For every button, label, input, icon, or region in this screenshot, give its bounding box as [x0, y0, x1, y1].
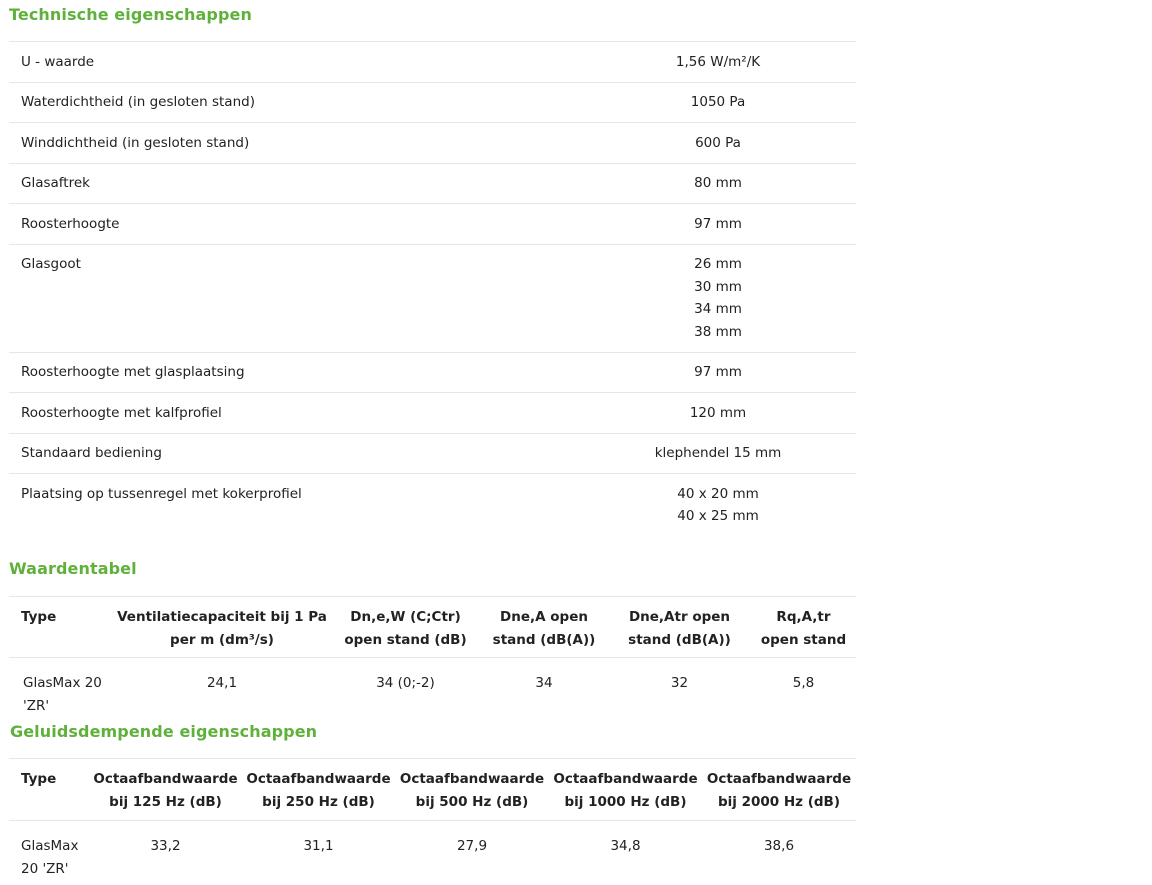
geluid-header-row	[9, 759, 856, 821]
spec-row	[9, 434, 856, 475]
spec-value	[589, 442, 847, 465]
cell-line: 34,8	[610, 838, 641, 854]
geluid-header-cell	[242, 759, 395, 821]
spec-row	[9, 245, 856, 353]
header-line: Dne,A open	[500, 609, 588, 625]
geluid-header-cell	[702, 759, 856, 821]
spec-label: Standaard bediening	[21, 445, 162, 461]
waarden-cell	[331, 658, 480, 718]
cell-line: 34 (0;-2)	[376, 675, 435, 691]
spec-label: Waterdichtheid (in gesloten stand)	[21, 94, 255, 110]
waarden-cell	[608, 658, 751, 718]
cell-line: 24,1	[206, 675, 238, 691]
geluid-cell	[395, 821, 549, 881]
cell-line: 5,8	[792, 675, 815, 691]
spec-label: Roosterhoogte met glasplaatsing	[21, 364, 245, 380]
waarden-header-cell	[331, 597, 480, 658]
header-line: open stand	[760, 631, 847, 648]
spec-label: Winddichtheid (in gesloten stand)	[21, 134, 250, 151]
spec-value-line: klephendel 15 mm	[654, 445, 782, 461]
spec-value-line: 30 mm	[694, 278, 742, 295]
header-line: stand (dB(A))	[492, 631, 596, 648]
header-line: open stand (dB)	[344, 631, 467, 648]
spec-value	[589, 361, 847, 384]
header-line: Octaafbandwaarde	[399, 771, 545, 787]
table-row	[9, 658, 856, 718]
cell-line: GlasMax 20	[23, 675, 102, 691]
geluid-cell	[549, 821, 702, 881]
spec-value-line: 120 mm	[689, 404, 747, 421]
table-row	[9, 821, 856, 881]
header-line: bij 2000 Hz (dB)	[717, 793, 841, 810]
spec-list	[9, 41, 856, 536]
header-line: Octaafbandwaarde	[553, 771, 698, 787]
cell-line: 27,9	[456, 838, 488, 854]
spec-value-line: 97 mm	[694, 215, 742, 232]
geluid-cell	[702, 821, 856, 881]
spec-label: Glasaftrek	[21, 175, 90, 191]
spec-value-line: 1,56 W/m²/K	[675, 53, 761, 70]
spec-value-line: 38 mm	[694, 323, 742, 340]
geluid-cell	[89, 821, 242, 881]
waarden-header-cell	[608, 597, 751, 658]
spec-value-line: 34 mm	[694, 301, 742, 317]
spec-value-line: 40 x 20 mm	[677, 485, 759, 502]
spec-label: Glasgoot	[21, 256, 81, 272]
spec-row	[9, 353, 856, 394]
section-title-technische-eigenschappen: Technische eigenschappen	[9, 5, 252, 24]
spec-row	[9, 123, 856, 164]
header-line: Dne,Atr open	[628, 609, 731, 625]
waarden-header-cell	[480, 597, 608, 658]
waarden-table	[9, 596, 856, 717]
spec-row	[9, 164, 856, 205]
spec-value	[589, 213, 847, 236]
spec-value-line: 40 x 25 mm	[677, 508, 759, 524]
spec-value	[589, 91, 847, 114]
header-line: Octaafbandwaarde	[246, 771, 391, 787]
section-title-waardentabel: Waardentabel	[9, 559, 137, 578]
waarden-header-row	[9, 597, 856, 658]
spec-row	[9, 83, 856, 124]
header-line: bij 250 Hz (dB)	[262, 793, 375, 810]
spec-value	[589, 51, 847, 74]
cell-line: 33,2	[150, 838, 181, 854]
header-line: bij 500 Hz (dB)	[415, 793, 529, 810]
header-line: Dn,e,W (C;Ctr)	[350, 609, 461, 625]
header-line: Octaafbandwaarde	[93, 771, 238, 787]
section-title-geluidsdempende-eigenschappen: Geluidsdempende eigenschappen	[10, 722, 318, 741]
spec-label: Roosterhoogte	[21, 215, 120, 232]
geluid-table	[9, 758, 856, 880]
spec-label: Plaatsing op tussenregel met kokerprofiel	[21, 485, 302, 502]
geluid-header-cell	[89, 759, 242, 821]
header-line: Ventilatiecapaciteit bij 1 Pa	[117, 609, 327, 625]
cell-line: 'ZR'	[23, 697, 50, 714]
spec-label: U - waarde	[21, 53, 95, 70]
header-line: per m (dm³/s)	[170, 631, 274, 648]
spec-row	[9, 393, 856, 434]
waarden-cell	[751, 658, 856, 718]
spec-value	[589, 483, 847, 528]
geluid-header-cell	[549, 759, 702, 821]
cell-line: 38,6	[763, 838, 795, 854]
cell-line: 20 'ZR'	[21, 860, 69, 877]
header-line: Type	[21, 771, 57, 787]
header-line: bij 125 Hz (dB)	[109, 793, 222, 810]
cell-line: 31,1	[303, 838, 334, 854]
geluid-cell	[9, 821, 89, 881]
header-line: Rq,A,tr	[776, 609, 831, 625]
spec-value	[589, 253, 847, 343]
waarden-cell	[9, 658, 113, 718]
header-line: bij 1000 Hz (dB)	[564, 793, 687, 810]
spec-label: Roosterhoogte met kalfprofiel	[21, 404, 222, 421]
waarden-header-cell	[113, 597, 331, 658]
spec-value-line: 26 mm	[694, 256, 742, 272]
spec-row	[9, 204, 856, 245]
header-line: Type	[21, 609, 57, 625]
waarden-cell	[480, 658, 608, 718]
spec-value	[589, 132, 847, 155]
cell-line: 32	[670, 675, 689, 691]
header-line: stand (dB(A))	[628, 631, 731, 648]
spec-value	[589, 402, 847, 425]
waarden-cell	[113, 658, 331, 718]
spec-value	[589, 172, 847, 195]
spec-row	[9, 42, 856, 83]
geluid-header-cell	[9, 759, 89, 821]
waarden-header-cell	[751, 597, 856, 658]
spec-row	[9, 474, 856, 536]
geluid-header-cell	[395, 759, 549, 821]
geluid-cell	[242, 821, 395, 881]
cell-line: GlasMax	[21, 838, 79, 854]
spec-value-line: 80 mm	[694, 175, 742, 191]
spec-value-line: 600 Pa	[695, 134, 741, 151]
spec-value-line: 97 mm	[694, 364, 742, 380]
spec-value-line: 1050 Pa	[690, 94, 746, 110]
cell-line: 34	[535, 675, 553, 691]
waarden-header-cell	[9, 597, 113, 658]
header-line: Octaafbandwaarde	[706, 771, 852, 787]
